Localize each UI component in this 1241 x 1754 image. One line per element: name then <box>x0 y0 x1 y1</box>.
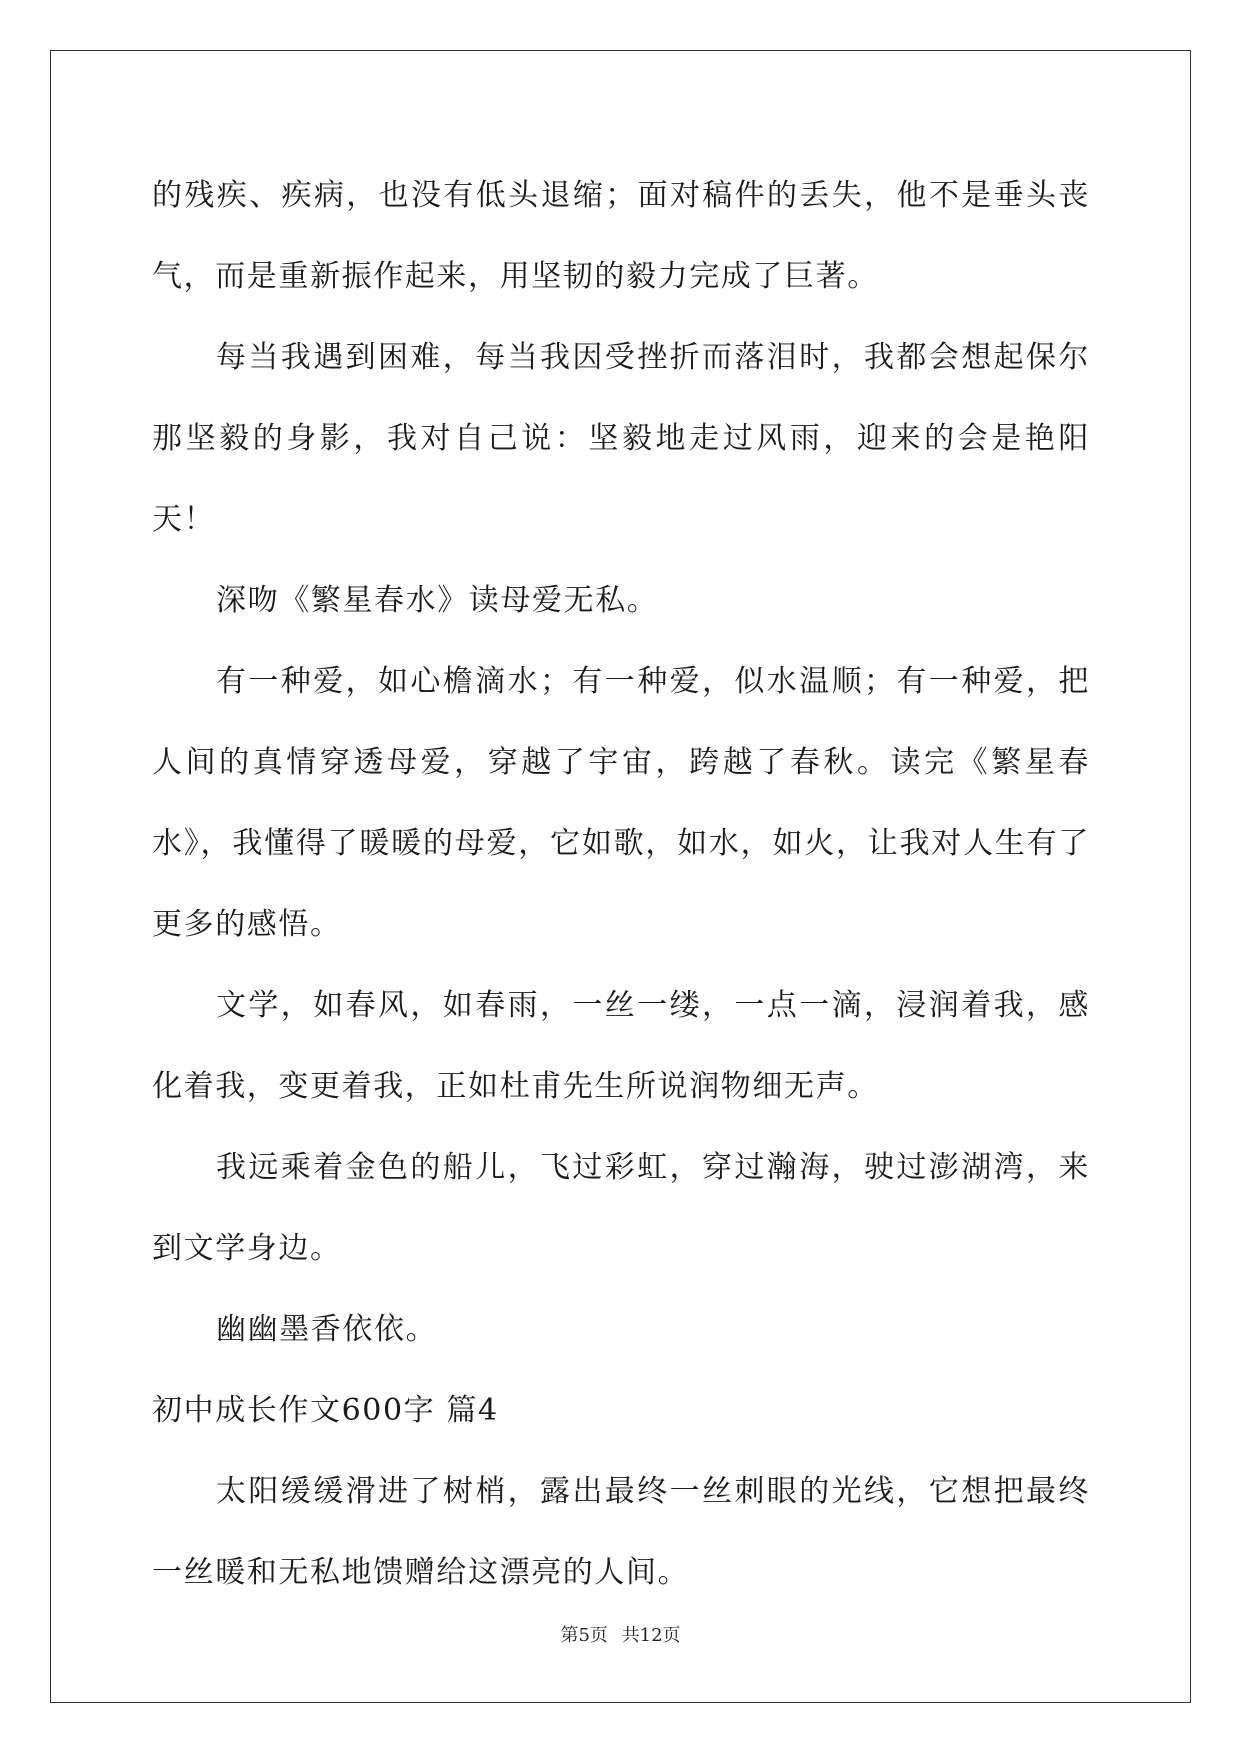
section-heading: 初中成长作文600字 篇4 <box>152 1393 499 1428</box>
page-footer <box>0 1624 1241 1648</box>
paragraph: 文学，如春风，如春雨，一丝一缕，一点一滴，浸润着我，感化着我，变更着我，正如杜甫先生所说润物细无声。 <box>152 988 1090 1104</box>
paragraph: 太阳缓缓滑进了树梢，露出最终一丝刺眼的光线，它想把最终一丝暖和无私地馈赠给这漂亮的人间。 <box>152 1474 1090 1590</box>
paragraph: 有一种爱，如心檐滴水；有一种爱，似水温顺；有一种爱，把人间的真情穿透母爱，穿越了宇宙，跨越了春秋。读完《繁星春水》，我懂得了暖暖的母爱，它如歌，如水，如火，让我对人生有了更多的感悟。 <box>152 664 1090 942</box>
page-total: 共12页 <box>621 1625 681 1646</box>
page-number: 第5页 <box>560 1625 608 1646</box>
paragraph: 幽幽墨香依依。 <box>216 1312 438 1347</box>
paragraph: 我远乘着金色的船儿，飞过彩虹，穿过瀚海，驶过澎湖湾，来到文学身边。 <box>152 1150 1090 1266</box>
paragraph: 深吻《繁星春水》读母爱无私。 <box>216 583 659 618</box>
document-body <box>152 155 1090 1613</box>
paragraph: 每当我遇到困难，每当我因受挫折而落泪时，我都会想起保尔那坚毅的身影，我对自己说：坚毅地走过风雨，迎来的会是艳阳天！ <box>152 340 1090 537</box>
paragraph: 的残疾、疾病，也没有低头退缩；面对稿件的丢失，他不是垂头丧气，而是重新振作起来，用坚韧的毅力完成了巨著。 <box>152 178 1090 294</box>
